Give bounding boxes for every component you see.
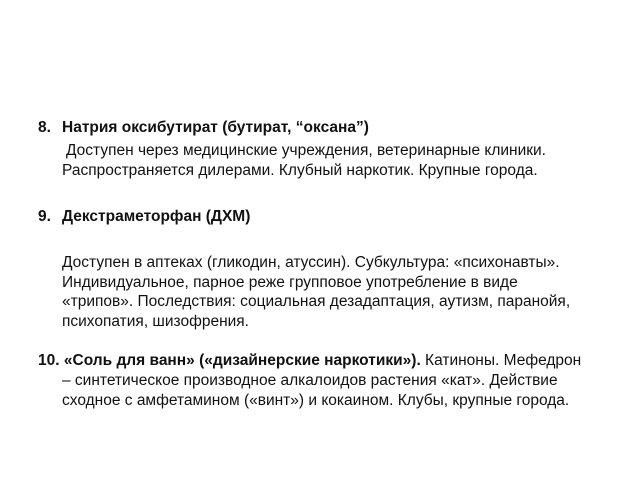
item-9-title: Декстраметорфан (ДХМ)	[62, 208, 251, 225]
item-10-title-rest: Катиноны. Мефедрон	[420, 352, 582, 369]
item-8-number: 8.	[38, 119, 51, 136]
item-9-line-2: Индивидуальное, парное реже групповое употребление в виде	[62, 274, 518, 291]
item-9-number: 9.	[38, 208, 51, 225]
item-8-title: Натрия оксибутират (бутират, “оксана”)	[62, 119, 369, 136]
item-9-line-1: Доступен в аптеках (гликодин, атуссин). Субкультура: «психонавты».	[62, 254, 560, 271]
item-9-line-4: психопатия, шизофрения.	[62, 313, 249, 330]
item-8-line-2: Распространяется дилерами. Клубный наркотик. Крупные города.	[62, 162, 538, 179]
item-10-line-2: сходное с амфетамином («винт») и кокаином. Клубы, крупные города.	[62, 392, 570, 409]
item-10-first-line	[38, 351, 581, 370]
item-10-line-1: – синтетическое производное алкалоидов растения «кат». Действие	[62, 372, 558, 389]
item-10-number: 10.	[38, 352, 60, 369]
item-10-title: «Соль для ванн» («дизайнерские наркотики»).	[63, 352, 421, 369]
item-9-line-3: «трипов». Последствия: социальная дезадаптация, аутизм, паранойя,	[62, 293, 571, 310]
item-8-line-1: Доступен через медицинские учреждения, ветеринарные клиники.	[66, 142, 546, 159]
